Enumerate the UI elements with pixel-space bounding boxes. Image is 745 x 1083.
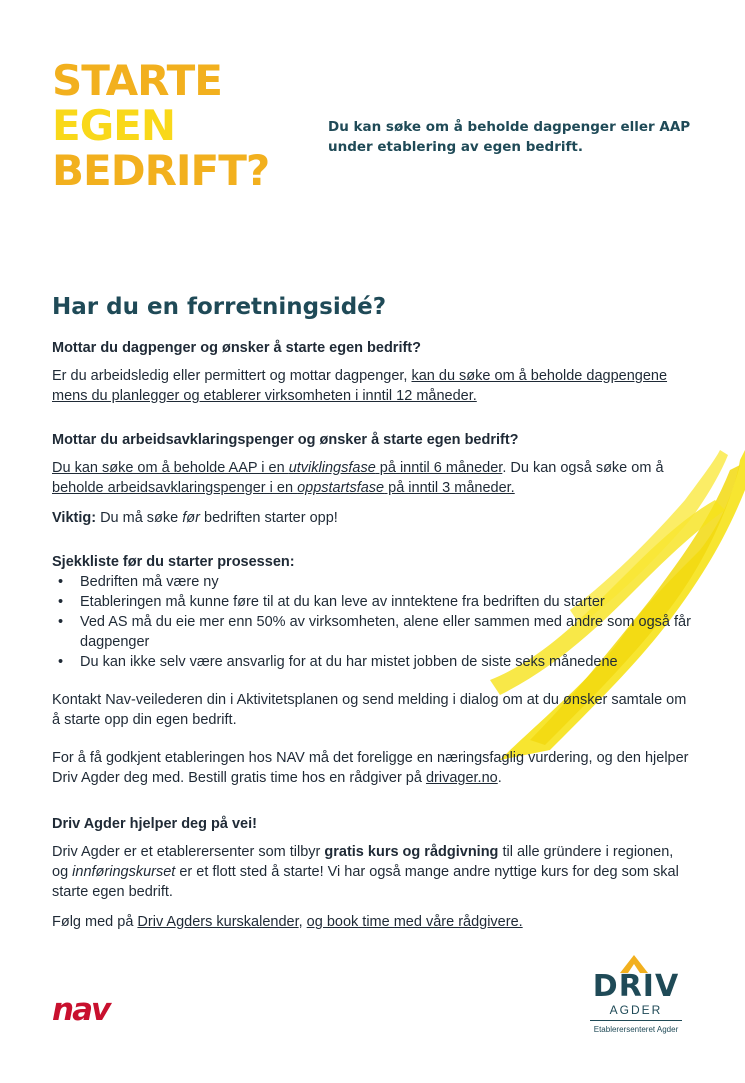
nav-logo: nav <box>52 992 110 1028</box>
aap-mid-text: . Du kan også søke om å <box>502 460 664 476</box>
kurskalender-link[interactable]: Driv Agders kurskalender <box>137 914 299 930</box>
follow-paragraph <box>52 912 692 932</box>
viktig-label: Viktig: <box>52 510 97 526</box>
checklist-heading: Sjekkliste før du starter prosessen: <box>52 554 295 570</box>
viktig-em: før <box>182 510 200 526</box>
aap-link2-em: oppstartsfase <box>297 480 385 496</box>
aap-link2-text-a: beholde arbeidsavklaringspenger i en <box>52 480 298 496</box>
driv-bold: gratis kurs og rådgivning <box>324 844 499 860</box>
checklist-item: • Etableringen må kunne føre til at du kan leve av inntektene fra bedriften du starter <box>80 592 692 612</box>
aap-utvikling-link[interactable] <box>52 460 502 476</box>
driv-heading: Driv Agder hjelper deg på vei! <box>52 816 257 832</box>
aap-oppstart-link[interactable] <box>52 480 515 496</box>
aap-link1-em: utviklingsfase <box>288 460 376 476</box>
book-time-link[interactable]: og book time med våre rådgivere. <box>306 914 523 930</box>
aap-paragraph <box>52 458 692 498</box>
aap-link1-text-a: Du kan søke om å beholde AAP i en <box>52 460 289 476</box>
checklist <box>52 572 692 672</box>
aap-link2-text-b: på inntil 3 måneder. <box>384 480 515 496</box>
checklist-item: • Bedriften må være ny <box>80 572 692 592</box>
checklist-item: • Du kan ikke selv være ansvarlig for at du har mistet jobben de siste seks månedene <box>80 652 692 672</box>
aap-heading: Mottar du arbeidsavklaringspenger og ønsker å starte egen bedrift? <box>52 432 519 448</box>
hero-title-line3: BEDRIFT? <box>52 146 270 195</box>
driv-paragraph <box>52 842 692 902</box>
viktig-paragraph <box>52 508 692 528</box>
follow-pre: Følg med på <box>52 914 138 930</box>
driv-logo-name: DRIV <box>592 969 680 1004</box>
driv-chevron-icon <box>620 955 648 973</box>
hero-title-line2: EGEN <box>52 101 176 150</box>
godkjent-paragraph <box>52 748 692 788</box>
drivager-link[interactable]: drivager.no <box>425 770 498 786</box>
main-content <box>52 292 692 932</box>
driv-text-b: til alle gründere i regionen, og <box>52 844 674 880</box>
intro-text: Du kan søke om å beholde dagpenger eller AAP under etablering av egen bedrift. <box>328 119 691 155</box>
hero-title-line1: STARTE <box>52 56 222 105</box>
section-title: Har du en forretningsidé? <box>52 294 387 320</box>
viktig-text-b: bedriften starter opp! <box>199 510 338 526</box>
driv-logo-tagline: Etablerersenteret Agder <box>593 1025 679 1034</box>
viktig-text-a: Du må søke <box>96 510 183 526</box>
dagpenger-heading: Mottar du dagpenger og ønsker å starte egen bedrift? <box>52 340 421 356</box>
driv-agder-logo <box>590 955 682 1037</box>
driv-text-c: er et flott sted å starte! Vi har også mange andre nyttige kurs for deg som skal starte egen bedrift. <box>52 864 679 900</box>
driv-logo-sub: AGDER <box>590 1003 682 1021</box>
dagpenger-link[interactable]: kan du søke om å beholde dagpengene mens du planlegger og etablerer virksomheten i inntil 12 måneder. <box>52 368 668 404</box>
driv-em: innføringskurset <box>72 864 176 880</box>
aap-link1-text-b: på inntil 6 måneder <box>375 460 503 476</box>
dagpenger-paragraph <box>52 366 692 406</box>
godkjent-text: For å få godkjent etableringen hos NAV må det foreligge en næringsfaglig vurdering, og den hjelper Driv Agder deg med. Bestill gratis time hos en rådgiver på <box>52 750 689 786</box>
checklist-item: • Ved AS må du eie mer enn 50% av virksomheten, alene eller sammen med andre som også får dagpenger <box>80 612 692 652</box>
driv-text-a: Driv Agder er et etablerersenter som tilbyr <box>52 844 325 860</box>
follow-mid: , <box>298 914 307 930</box>
godkjent-end: . <box>497 770 502 786</box>
dagpenger-text: Er du arbeidsledig eller permittert og mottar dagpenger, <box>52 368 412 384</box>
hero-title <box>52 58 269 193</box>
kontakt-paragraph: Kontakt Nav-veilederen din i Aktivitetsplanen og send melding i dialog om at du ønsker samtale om å starte opp din egen bedrift. <box>52 692 687 728</box>
